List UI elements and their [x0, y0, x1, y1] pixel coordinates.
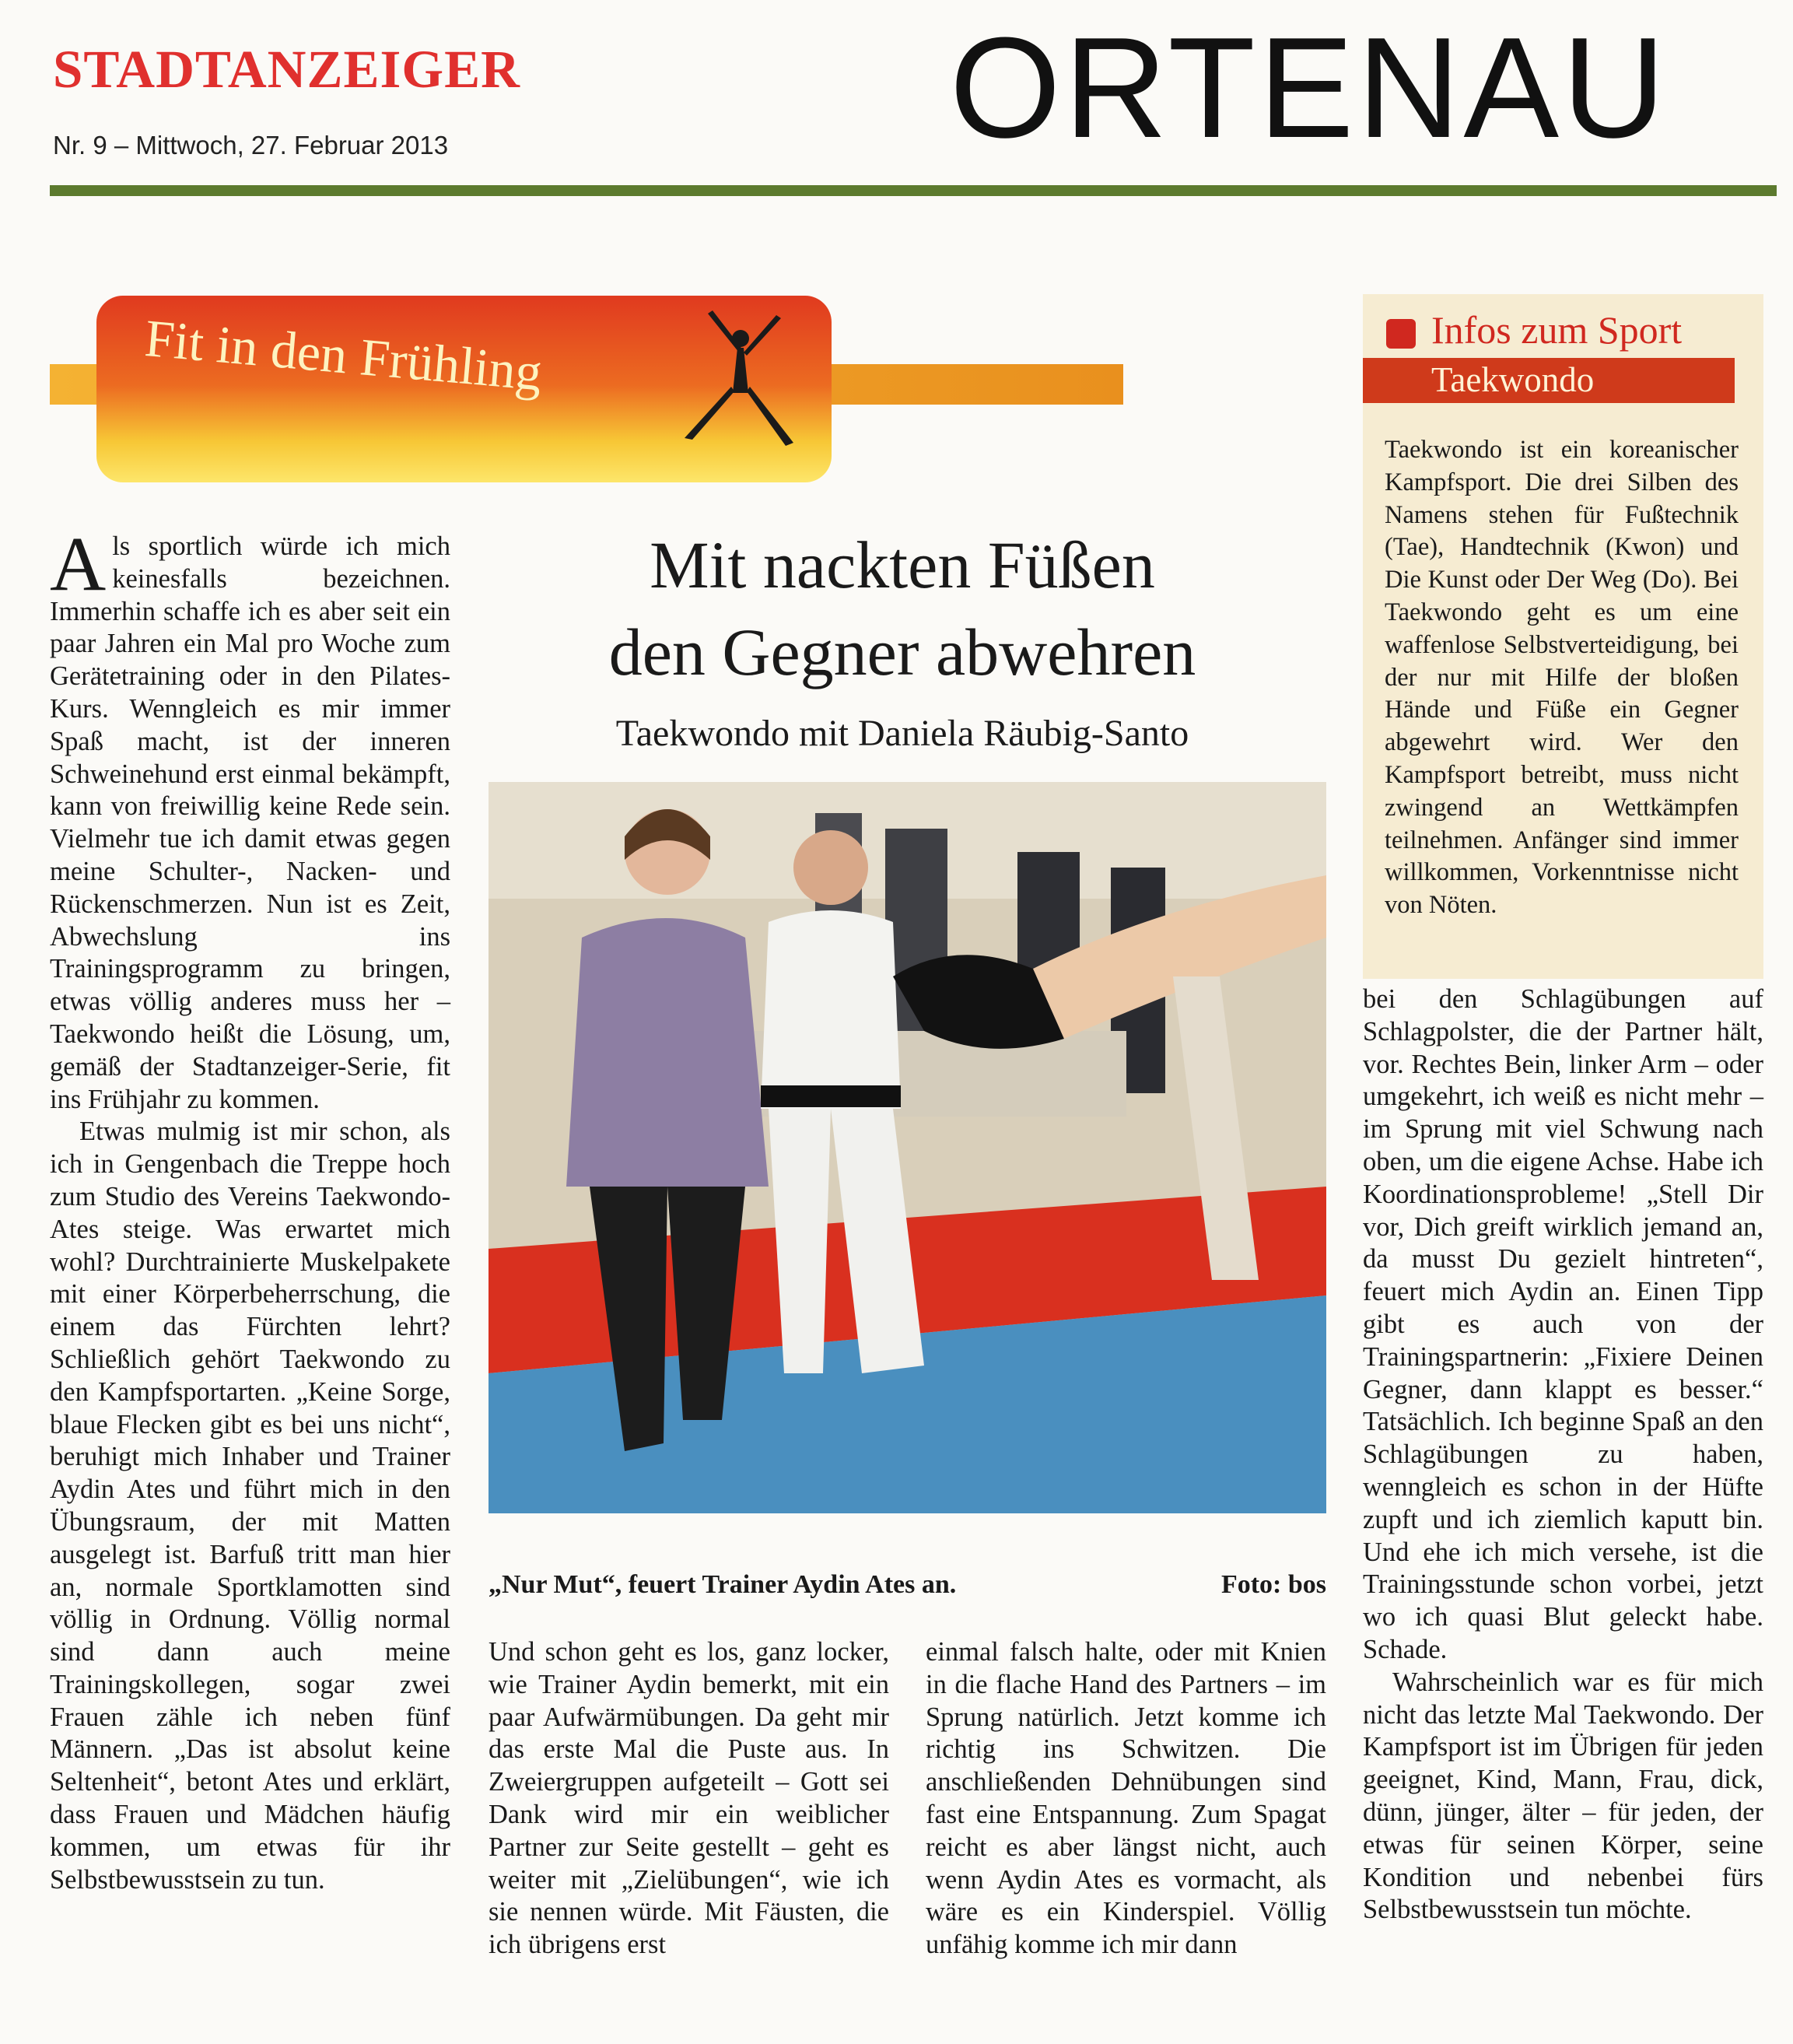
masthead-left-title: STADTANZEIGER [53, 40, 520, 99]
subheadline: Taekwondo mit Daniela Räubig-Santo [615, 713, 1189, 754]
jumping-person-icon [677, 307, 801, 463]
masthead-rule [50, 185, 1777, 196]
article-column-3 [926, 1636, 1326, 1962]
paragraph: ls sportlich würde ich mich keinesfalls bezeichnen. Immerhin schaffe ich es aber seit ein paar Jahren ein Mal pro Woche zum Gerätetraining oder in den Pilates-Kurs. Wenngleich es mir immer Spaß macht, ist der inneren Schweinehund erst einmal bekämpft, kann von freiwillig keine Rede sein. Vielmehr tue ich damit etwas gegen meine Schulter-, Nacken- und Rückenschmerzen. Nun ist es Zeit, Abwechslung ins Trainingsprogramm zu bringen, etwas völlig anderes muss her – Taekwondo heißt die Lösung, um, gemäß der Stadtanzeiger-Serie, fit ins Frühjahr zu kommen. [50, 531, 450, 1114]
masthead-right-title: ORTENAU [949, 7, 1669, 167]
paragraph: Wahrscheinlich war es für mich nicht das letzte Mal Taekwondo. Der Kampfsport ist im Übrigen für jeden geeignet, Kind, Mann, Frau, dick, dünn, jünger, älter – für jeden, der etwas für seinen Körper, seine Kondition und nebenbei fürs Selbstbewusstsein tun möchte. [1363, 1667, 1763, 1925]
article-column-1 [50, 521, 450, 1896]
paragraph: Und schon geht es los, ganz locker, wie Trainer Aydin bemerkt, mit ein paar Aufwärmübungen. Da geht mir das erste Mal die Puste aus. In Zweiergruppen aufgeteilt – Gott sei Dank wird mir ein weiblicher Partner zur Seite gestellt – geht es weiter mit „Zielübungen“, wie ich sie nennen würde. Mit Fäusten, die ich übrigens erst [489, 1637, 889, 1960]
article-photo [489, 782, 1326, 1513]
info-box-body: Taekwondo ist ein koreanischer Kampfsport. Die drei Silben des Namens stehen für Fußtechnik (Tae), Handtechnik (Kwon) und Die Kunst oder Der Weg (Do). Bei Taekwondo geht es um eine waffenlose Selbstverteidigung, bei der nur mit Hilfe der bloßen Hände und Füße ein Gegner abgewehrt wird. Wer den Kampfsport betreibt, muss nicht zwingend an Wettkämpfen teilnehmen. Anfänger sind immer willkommen, Vorkenntnisse nicht von Nöten. [1385, 436, 1739, 920]
paragraph: bei den Schlagübungen auf Schlagpolster, die der Partner hält, vor. Rechtes Bein, linker Arm – oder umgekehrt, ich weiß es nicht mehr – im Sprung mit viel Schwung nach oben, um die eigene Achse. Habe ich Koordinationsprobleme! „Stell Dir vor, Dich greift wirklich jemand an, da musst Du gezielt hintreten“, feuert mich Aydin an. Einen Tipp gibt es auch von der Trainingspartnerin: „Fixiere Deinen Gegner, dann klappt es besser.“ Tatsächlich. Ich beginne Spaß an den Schlagübungen zu haben, wenngleich es schon in der Hüfte zupft und ich ziemlich kaputt bin. Und ehe ich mich versehe, ist die Trainingsstunde schon vorbei, jetzt wo ich quasi Blut geleckt habe. Schade. [1363, 984, 1763, 1664]
article-column-2 [489, 1636, 889, 1962]
paragraph: Etwas mulmig ist mir schon, als ich in Gengenbach die Treppe hoch zum Studio des Vereins Taekwondo-Ates steige. Was erwartet mich wohl? Durchtrainierte Muskelpakete mit einer Körperbeherrschung, die einem das Fürchten lehrt? Schließlich gehört Taekwondo zu den Kampfsportarten. „Keine Sorge, blaue Flecken gibt es bei uns nicht“, beruhigt mich Inhaber und Trainer Aydin Ates und führt mich in den Übungsraum, der mit Matten ausgelegt ist. Barfuß tritt man hier an, normale Sportklamotten sind völlig in Ordnung. Völlig normal sind dann auch meine Trainingskollegen, sogar zwei Frauen zähle ich neben fünf Männern. „Das ist absolut keine Seltenheit“, betont Ates und erklärt, dass Frauen und Mädchen häufig kommen, um etwas für ihr Selbstbewusstsein zu tun. [50, 1117, 450, 1895]
photo-caption: „Nur Mut“, feuert Trainer Aydin Ates an. [489, 1570, 957, 1599]
photo-credit: Foto: bos [1220, 1570, 1326, 1599]
info-box-subtitle: Taekwondo [1431, 360, 1595, 399]
issue-line: Nr. 9 – Mittwoch, 27. Februar 2013 [53, 131, 449, 160]
headline [498, 521, 1307, 696]
paragraph: einmal falsch halte, oder mit Knien in die flache Hand des Partners – im Sprung natürlich. Jetzt komme ich richtig ins Schwitzen. Die anschließenden Dehnübungen sind fast eine Entspannung. Zum Spagat reicht es aber längst nicht, auch wenn Aydin Ates es vormacht, als wäre es ein Kinderspiel. Völlig unfähig komme ich mir dann [926, 1637, 1326, 1960]
dropcap: A [50, 521, 107, 607]
series-banner-text: Fit in den Frühling [142, 307, 545, 402]
headline-line-2: den Gegner abwehren [608, 615, 1196, 689]
info-box-title: Infos zum Sport [1431, 308, 1683, 352]
article-column-4 [1363, 983, 1763, 1927]
square-bullet-icon [1386, 319, 1416, 349]
headline-line-1: Mit nackten Füßen [650, 528, 1155, 602]
